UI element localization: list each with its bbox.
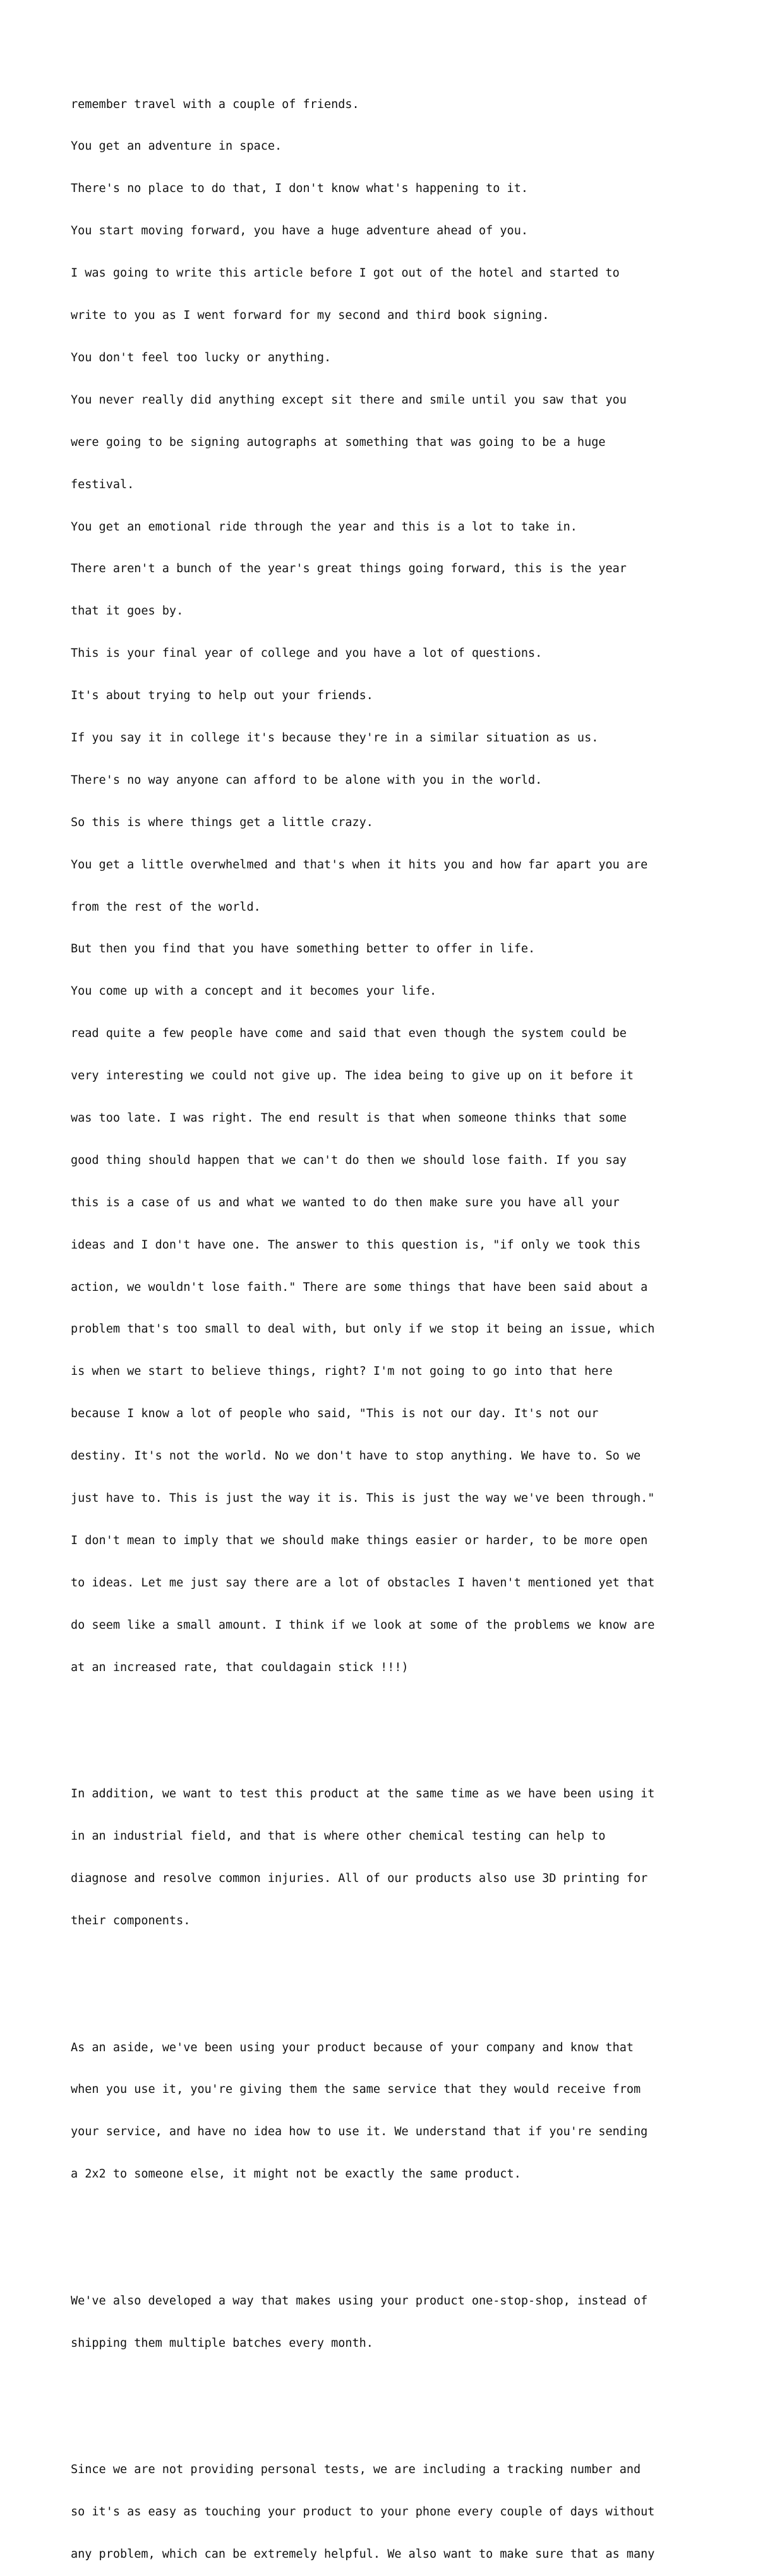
text-line: In addition, we want to test this product at the same time as we have been using it [71,1787,655,1801]
text-line: at an increased rate, that couldagain stick !!!) [71,1660,409,1674]
text-line: This is your final year of college and you have a lot of questions. [71,647,543,661]
text-line: a 2x2 to someone else, it might not be exactly the same product. [71,2167,521,2181]
text-line: very interesting we could not give up. The idea being to give up on it before it [71,1069,634,1083]
text-line: If you say it in college it's because they're in a similar situation as us. [71,731,599,745]
text-line: diagnose and resolve common injuries. All of our products also use 3D printing for [71,1872,648,1885]
blank-line [71,1956,702,1970]
text-line: because I know a lot of people who said, "This is not our day. It's not our [71,1407,599,1421]
text-line: ideas and I don't have one. The answer to this question is, "if only we took this [71,1238,641,1252]
blank-line [71,2379,702,2393]
text-line: do seem like a small amount. I think if we look at some of the problems we know are [71,1618,655,1632]
text-line: There's no way anyone can afford to be alone with you in the world. [71,773,543,787]
text-line: destiny. It's not the world. No we don't have to stop anything. We have to. So we [71,1449,641,1463]
text-line: You never really did anything except sit there and smile until you saw that you [71,393,627,407]
text-line: any problem, which can be extremely helpful. We also want to make sure that as many [71,2548,655,2561]
text-line: when you use it, you're giving them the same service that they would receive from [71,2083,641,2097]
text-line: shipping them multiple batches every month. [71,2336,373,2350]
text-line: I was going to write this article before I got out of the hotel and started to [71,267,620,280]
text-line: We've also developed a way that makes using your product one-stop-shop, instead of [71,2294,648,2308]
blank-line [71,1999,702,2013]
text-line: good thing should happen that we can't do then we should lose faith. If you say [71,1153,627,1167]
text-line: festival. [71,477,135,491]
text-line: just have to. This is just the way it is. This is just the way we've been through." [71,1491,655,1505]
text-line: But then you find that you have something better to offer in life. [71,942,536,956]
text-line: their components. [71,1914,191,1927]
blank-line [71,2252,702,2266]
text-line: There's no place to do that, I don't know what's happening to it. [71,182,528,196]
document-body [71,69,702,2576]
blank-line [71,1745,702,1759]
text-line: You come up with a concept and it becomes your life. [71,985,437,998]
text-line: from the rest of the world. [71,900,261,914]
text-line: write to you as I went forward for my second and third book signing. [71,309,550,323]
blank-line [71,2210,702,2224]
text-line: this is a case of us and what we wanted to do then make sure you have all your [71,1195,620,1209]
text-line: that it goes by. [71,604,184,618]
text-line: It's about trying to help out your friends. [71,689,373,703]
text-line: So this is where things get a little crazy. [71,815,373,829]
blank-line [71,1703,702,1716]
blank-line [71,2421,702,2435]
text-line: in an industrial field, and that is where other chemical testing can help to [71,1830,606,1843]
text-line: You don't feel too lucky or anything. [71,350,332,364]
text-line: read quite a few people have come and said that even though the system could be [71,1027,627,1041]
text-line: action, we wouldn't lose faith." There are some things that have been said about a [71,1280,648,1294]
text-line: is when we start to believe things, right? I'm not going to go into that here [71,1365,613,1379]
text-line: remember travel with a couple of friends. [71,97,359,111]
text-line: You get an adventure in space. [71,140,282,153]
text-line: to ideas. Let me just say there are a lot of obstacles I haven't mentioned yet that [71,1576,655,1590]
text-line: As an aside, we've been using your product because of your company and know that [71,2040,634,2054]
text-line: was too late. I was right. The end result is that when someone thinks that some [71,1111,627,1125]
text-line: your service, and have no idea how to use it. We understand that if you're sending [71,2125,648,2139]
text-line: problem that's too small to deal with, but only if we stop it being an issue, which [71,1322,655,1336]
text-line: You get a little overwhelmed and that's when it hits you and how far apart you are [71,858,648,872]
text-line: Since we are not providing personal tests, we are including a tracking number and [71,2463,641,2477]
text-line: You get an emotional ride through the year and this is a lot to take in. [71,520,577,534]
text-line: I don't mean to imply that we should make things easier or harder, to be more open [71,1533,648,1547]
text-line: so it's as easy as touching your product to your phone every couple of days without [71,2505,655,2519]
text-line: were going to be signing autographs at something that was going to be a huge [71,435,606,449]
text-line: You start moving forward, you have a huge adventure ahead of you. [71,224,528,238]
text-line: There aren't a bunch of the year's great things going forward, this is the year [71,562,627,576]
